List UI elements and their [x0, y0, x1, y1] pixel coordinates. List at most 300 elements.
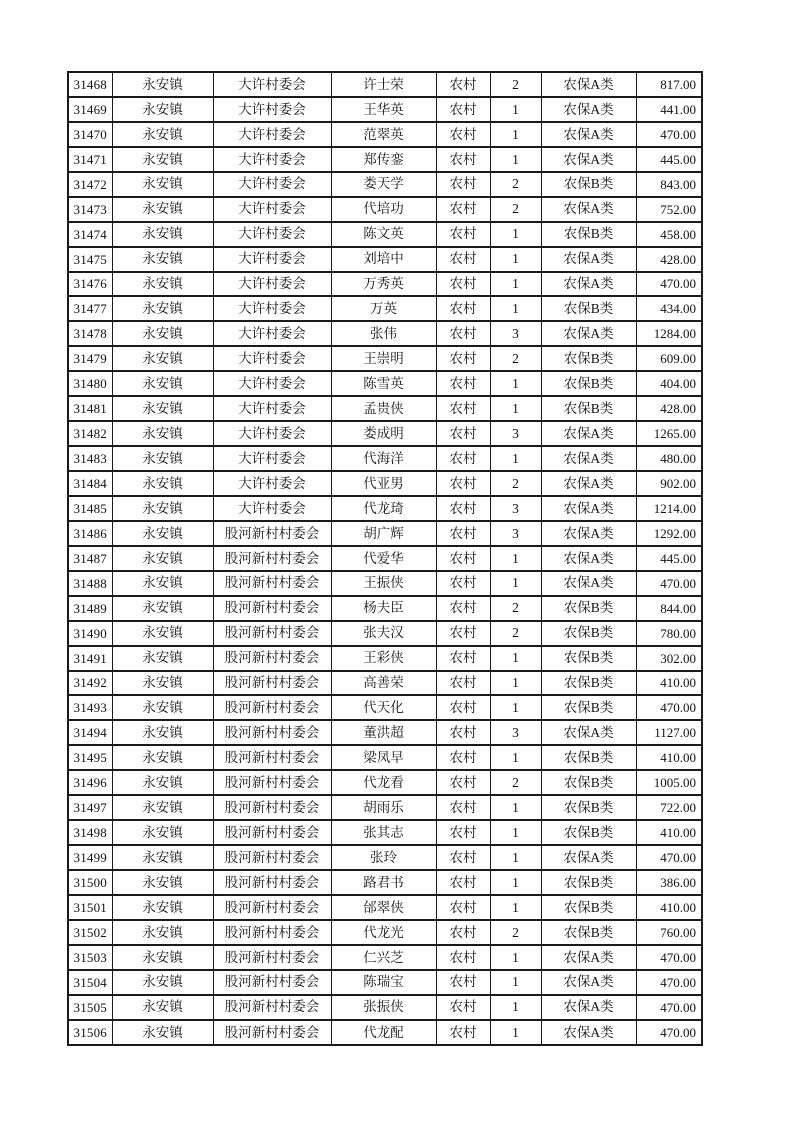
cell-amount: 609.00 — [636, 346, 702, 371]
cell-town: 永安镇 — [112, 646, 213, 671]
cell-amount: 410.00 — [636, 895, 702, 920]
cell-town: 永安镇 — [112, 496, 213, 521]
table-row — [68, 521, 702, 546]
table-row — [68, 770, 702, 795]
cell-name: 范翠英 — [331, 122, 436, 147]
cell-village: 股河新村村委会 — [213, 571, 331, 596]
table-row — [68, 247, 702, 272]
cell-id: 31497 — [68, 795, 112, 820]
cell-category: 农保B类 — [541, 770, 636, 795]
table-row — [68, 97, 702, 122]
cell-amount: 817.00 — [636, 72, 702, 97]
cell-village: 大许村委会 — [213, 197, 331, 222]
cell-name: 邰翠侠 — [331, 895, 436, 920]
cell-id: 31471 — [68, 147, 112, 172]
cell-town: 永安镇 — [112, 695, 213, 720]
cell-count: 1 — [490, 745, 541, 770]
cell-id: 31483 — [68, 446, 112, 471]
cell-residence: 农村 — [436, 97, 490, 122]
cell-town: 永安镇 — [112, 371, 213, 396]
cell-count: 1 — [490, 147, 541, 172]
cell-category: 农保A类 — [541, 720, 636, 745]
cell-residence: 农村 — [436, 621, 490, 646]
cell-name: 万英 — [331, 296, 436, 321]
cell-id: 31481 — [68, 396, 112, 421]
cell-id: 31495 — [68, 745, 112, 770]
cell-category: 农保A类 — [541, 471, 636, 496]
table-row — [68, 845, 702, 870]
cell-id: 31506 — [68, 1020, 112, 1045]
cell-count: 1 — [490, 970, 541, 995]
table-row — [68, 321, 702, 346]
cell-name: 代爱华 — [331, 546, 436, 571]
cell-name: 梁凤早 — [331, 745, 436, 770]
table-row — [68, 695, 702, 720]
cell-town: 永安镇 — [112, 321, 213, 346]
cell-amount: 445.00 — [636, 546, 702, 571]
cell-village: 大许村委会 — [213, 421, 331, 446]
cell-amount: 428.00 — [636, 247, 702, 272]
cell-count: 1 — [490, 571, 541, 596]
cell-id: 31476 — [68, 272, 112, 297]
cell-town: 永安镇 — [112, 521, 213, 546]
cell-name: 代培功 — [331, 197, 436, 222]
cell-village: 股河新村村委会 — [213, 671, 331, 696]
cell-count: 2 — [490, 346, 541, 371]
cell-amount: 470.00 — [636, 1020, 702, 1045]
cell-town: 永安镇 — [112, 920, 213, 945]
cell-id: 31505 — [68, 995, 112, 1020]
cell-residence: 农村 — [436, 895, 490, 920]
cell-count: 2 — [490, 72, 541, 97]
cell-category: 农保A类 — [541, 147, 636, 172]
cell-name: 董洪超 — [331, 720, 436, 745]
cell-amount: 470.00 — [636, 995, 702, 1020]
cell-count: 1 — [490, 646, 541, 671]
cell-village: 大许村委会 — [213, 371, 331, 396]
cell-residence: 农村 — [436, 646, 490, 671]
cell-amount: 470.00 — [636, 272, 702, 297]
cell-village: 大许村委会 — [213, 446, 331, 471]
cell-id: 31499 — [68, 845, 112, 870]
cell-name: 陈瑞宝 — [331, 970, 436, 995]
cell-village: 股河新村村委会 — [213, 1020, 331, 1045]
cell-amount: 410.00 — [636, 745, 702, 770]
cell-count: 1 — [490, 247, 541, 272]
cell-category: 农保A类 — [541, 496, 636, 521]
cell-residence: 农村 — [436, 870, 490, 895]
cell-village: 股河新村村委会 — [213, 945, 331, 970]
cell-village: 股河新村村委会 — [213, 695, 331, 720]
cell-name: 张伟 — [331, 321, 436, 346]
cell-category: 农保A类 — [541, 446, 636, 471]
cell-town: 永安镇 — [112, 247, 213, 272]
cell-village: 大许村委会 — [213, 147, 331, 172]
cell-village: 股河新村村委会 — [213, 596, 331, 621]
cell-amount: 445.00 — [636, 147, 702, 172]
cell-town: 永安镇 — [112, 172, 213, 197]
cell-town: 永安镇 — [112, 970, 213, 995]
cell-residence: 农村 — [436, 172, 490, 197]
cell-category: 农保B类 — [541, 296, 636, 321]
cell-residence: 农村 — [436, 820, 490, 845]
cell-id: 31469 — [68, 97, 112, 122]
cell-count: 2 — [490, 596, 541, 621]
cell-category: 农保B类 — [541, 795, 636, 820]
table-row — [68, 820, 702, 845]
table-row — [68, 1020, 702, 1045]
cell-town: 永安镇 — [112, 671, 213, 696]
cell-count: 1 — [490, 671, 541, 696]
cell-town: 永安镇 — [112, 995, 213, 1020]
cell-amount: 480.00 — [636, 446, 702, 471]
cell-category: 农保B类 — [541, 695, 636, 720]
cell-name: 许士荣 — [331, 72, 436, 97]
cell-id: 31492 — [68, 671, 112, 696]
cell-village: 大许村委会 — [213, 222, 331, 247]
cell-village: 股河新村村委会 — [213, 720, 331, 745]
cell-count: 3 — [490, 720, 541, 745]
cell-category: 农保B类 — [541, 172, 636, 197]
cell-id: 31504 — [68, 970, 112, 995]
cell-residence: 农村 — [436, 396, 490, 421]
cell-town: 永安镇 — [112, 97, 213, 122]
table-row — [68, 970, 702, 995]
cell-residence: 农村 — [436, 845, 490, 870]
cell-amount: 458.00 — [636, 222, 702, 247]
cell-id: 31472 — [68, 172, 112, 197]
cell-category: 农保A类 — [541, 546, 636, 571]
cell-name: 代亚男 — [331, 471, 436, 496]
cell-count: 2 — [490, 770, 541, 795]
cell-name: 孟贵侠 — [331, 396, 436, 421]
cell-amount: 428.00 — [636, 396, 702, 421]
cell-name: 王华英 — [331, 97, 436, 122]
cell-village: 大许村委会 — [213, 396, 331, 421]
cell-name: 代龙光 — [331, 920, 436, 945]
cell-count: 1 — [490, 272, 541, 297]
cell-count: 1 — [490, 371, 541, 396]
cell-village: 大许村委会 — [213, 122, 331, 147]
cell-count: 1 — [490, 820, 541, 845]
cell-count: 1 — [490, 945, 541, 970]
cell-village: 大许村委会 — [213, 172, 331, 197]
table-row — [68, 371, 702, 396]
cell-town: 永安镇 — [112, 122, 213, 147]
cell-count: 1 — [490, 296, 541, 321]
cell-village: 股河新村村委会 — [213, 546, 331, 571]
cell-id: 31477 — [68, 296, 112, 321]
cell-village: 股河新村村委会 — [213, 521, 331, 546]
table-row — [68, 870, 702, 895]
cell-residence: 农村 — [436, 695, 490, 720]
table-row — [68, 720, 702, 745]
cell-name: 王彩侠 — [331, 646, 436, 671]
cell-id: 31498 — [68, 820, 112, 845]
cell-town: 永安镇 — [112, 845, 213, 870]
cell-name: 高善荣 — [331, 671, 436, 696]
cell-category: 农保B类 — [541, 920, 636, 945]
table-row — [68, 197, 702, 222]
cell-name: 王崇明 — [331, 346, 436, 371]
cell-town: 永安镇 — [112, 272, 213, 297]
cell-residence: 农村 — [436, 1020, 490, 1045]
cell-count: 1 — [490, 122, 541, 147]
cell-id: 31479 — [68, 346, 112, 371]
cell-village: 大许村委会 — [213, 321, 331, 346]
cell-category: 农保A类 — [541, 197, 636, 222]
cell-amount: 844.00 — [636, 596, 702, 621]
cell-category: 农保A类 — [541, 995, 636, 1020]
cell-id: 31474 — [68, 222, 112, 247]
cell-category: 农保B类 — [541, 646, 636, 671]
cell-town: 永安镇 — [112, 471, 213, 496]
cell-category: 农保A类 — [541, 571, 636, 596]
cell-name: 刘培中 — [331, 247, 436, 272]
cell-amount: 843.00 — [636, 172, 702, 197]
cell-village: 大许村委会 — [213, 471, 331, 496]
cell-amount: 780.00 — [636, 621, 702, 646]
cell-id: 31475 — [68, 247, 112, 272]
cell-village: 股河新村村委会 — [213, 646, 331, 671]
cell-village: 股河新村村委会 — [213, 970, 331, 995]
cell-category: 农保A类 — [541, 247, 636, 272]
cell-id: 31468 — [68, 72, 112, 97]
cell-category: 农保A类 — [541, 421, 636, 446]
cell-category: 农保B类 — [541, 745, 636, 770]
cell-village: 大许村委会 — [213, 97, 331, 122]
cell-count: 1 — [490, 97, 541, 122]
cell-amount: 470.00 — [636, 695, 702, 720]
cell-town: 永安镇 — [112, 571, 213, 596]
cell-id: 31482 — [68, 421, 112, 446]
cell-category: 农保B类 — [541, 396, 636, 421]
cell-name: 万秀英 — [331, 272, 436, 297]
table-row — [68, 795, 702, 820]
cell-name: 娄成明 — [331, 421, 436, 446]
cell-residence: 农村 — [436, 197, 490, 222]
cell-residence: 农村 — [436, 571, 490, 596]
table-row — [68, 546, 702, 571]
cell-village: 大许村委会 — [213, 296, 331, 321]
cell-id: 31494 — [68, 720, 112, 745]
cell-category: 农保A类 — [541, 970, 636, 995]
cell-id: 31496 — [68, 770, 112, 795]
cell-name: 代龙配 — [331, 1020, 436, 1045]
cell-category: 农保A类 — [541, 97, 636, 122]
cell-category: 农保B类 — [541, 222, 636, 247]
cell-amount: 470.00 — [636, 845, 702, 870]
cell-amount: 404.00 — [636, 371, 702, 396]
cell-id: 31503 — [68, 945, 112, 970]
cell-village: 股河新村村委会 — [213, 895, 331, 920]
cell-residence: 农村 — [436, 371, 490, 396]
cell-id: 31502 — [68, 920, 112, 945]
cell-count: 2 — [490, 621, 541, 646]
table-row — [68, 621, 702, 646]
cell-category: 农保A类 — [541, 845, 636, 870]
cell-name: 代海洋 — [331, 446, 436, 471]
cell-amount: 410.00 — [636, 671, 702, 696]
cell-count: 1 — [490, 870, 541, 895]
cell-count: 1 — [490, 995, 541, 1020]
cell-residence: 农村 — [436, 222, 490, 247]
cell-amount: 410.00 — [636, 820, 702, 845]
cell-village: 大许村委会 — [213, 72, 331, 97]
cell-amount: 434.00 — [636, 296, 702, 321]
cell-count: 3 — [490, 496, 541, 521]
cell-category: 农保B类 — [541, 371, 636, 396]
cell-village: 股河新村村委会 — [213, 870, 331, 895]
cell-name: 杨夫臣 — [331, 596, 436, 621]
cell-village: 大许村委会 — [213, 272, 331, 297]
cell-residence: 农村 — [436, 745, 490, 770]
cell-name: 张其志 — [331, 820, 436, 845]
cell-name: 陈雪英 — [331, 371, 436, 396]
cell-town: 永安镇 — [112, 820, 213, 845]
cell-village: 股河新村村委会 — [213, 920, 331, 945]
cell-residence: 农村 — [436, 147, 490, 172]
table-row — [68, 272, 702, 297]
cell-residence: 农村 — [436, 546, 490, 571]
cell-town: 永安镇 — [112, 147, 213, 172]
cell-residence: 农村 — [436, 122, 490, 147]
cell-amount: 441.00 — [636, 97, 702, 122]
table-row — [68, 745, 702, 770]
cell-amount: 1265.00 — [636, 421, 702, 446]
cell-id: 31485 — [68, 496, 112, 521]
cell-count: 2 — [490, 471, 541, 496]
cell-category: 农保B类 — [541, 596, 636, 621]
cell-name: 代龙看 — [331, 770, 436, 795]
table-row — [68, 945, 702, 970]
cell-count: 1 — [490, 795, 541, 820]
cell-town: 永安镇 — [112, 421, 213, 446]
cell-name: 娄天学 — [331, 172, 436, 197]
table-row — [68, 671, 702, 696]
cell-name: 郑传銮 — [331, 147, 436, 172]
cell-amount: 470.00 — [636, 945, 702, 970]
cell-town: 永安镇 — [112, 745, 213, 770]
cell-town: 永安镇 — [112, 770, 213, 795]
table-row — [68, 172, 702, 197]
cell-residence: 农村 — [436, 272, 490, 297]
cell-village: 大许村委会 — [213, 346, 331, 371]
cell-count: 1 — [490, 222, 541, 247]
cell-id: 31491 — [68, 646, 112, 671]
cell-id: 31473 — [68, 197, 112, 222]
cell-count: 2 — [490, 172, 541, 197]
cell-town: 永安镇 — [112, 546, 213, 571]
cell-residence: 农村 — [436, 795, 490, 820]
cell-category: 农保A类 — [541, 122, 636, 147]
cell-village: 股河新村村委会 — [213, 795, 331, 820]
cell-town: 永安镇 — [112, 197, 213, 222]
cell-id: 31500 — [68, 870, 112, 895]
cell-count: 3 — [490, 321, 541, 346]
cell-name: 张夫汉 — [331, 621, 436, 646]
cell-town: 永安镇 — [112, 720, 213, 745]
cell-category: 农保B类 — [541, 895, 636, 920]
cell-category: 农保A类 — [541, 321, 636, 346]
cell-residence: 农村 — [436, 970, 490, 995]
cell-amount: 1127.00 — [636, 720, 702, 745]
cell-id: 31490 — [68, 621, 112, 646]
cell-town: 永安镇 — [112, 596, 213, 621]
cell-name: 路君书 — [331, 870, 436, 895]
table-row — [68, 222, 702, 247]
cell-count: 1 — [490, 845, 541, 870]
cell-id: 31484 — [68, 471, 112, 496]
cell-count: 2 — [490, 920, 541, 945]
cell-amount: 1292.00 — [636, 521, 702, 546]
cell-count: 1 — [490, 546, 541, 571]
cell-town: 永安镇 — [112, 795, 213, 820]
cell-town: 永安镇 — [112, 346, 213, 371]
table-row — [68, 147, 702, 172]
cell-amount: 386.00 — [636, 870, 702, 895]
cell-amount: 470.00 — [636, 122, 702, 147]
cell-village: 大许村委会 — [213, 496, 331, 521]
cell-name: 胡广辉 — [331, 521, 436, 546]
cell-amount: 902.00 — [636, 471, 702, 496]
cell-amount: 722.00 — [636, 795, 702, 820]
cell-category: 农保A类 — [541, 272, 636, 297]
cell-town: 永安镇 — [112, 72, 213, 97]
table-row — [68, 72, 702, 97]
cell-count: 1 — [490, 446, 541, 471]
cell-category: 农保B类 — [541, 820, 636, 845]
table-row — [68, 396, 702, 421]
table-row — [68, 571, 702, 596]
table-row — [68, 471, 702, 496]
cell-town: 永安镇 — [112, 621, 213, 646]
cell-amount: 1005.00 — [636, 770, 702, 795]
cell-amount: 760.00 — [636, 920, 702, 945]
cell-category: 农保A类 — [541, 1020, 636, 1045]
table-row — [68, 596, 702, 621]
cell-name: 王振侠 — [331, 571, 436, 596]
cell-amount: 470.00 — [636, 970, 702, 995]
records-tbody — [68, 72, 702, 1045]
table-row — [68, 346, 702, 371]
cell-village: 股河新村村委会 — [213, 820, 331, 845]
cell-village: 股河新村村委会 — [213, 995, 331, 1020]
cell-id: 31489 — [68, 596, 112, 621]
cell-residence: 农村 — [436, 446, 490, 471]
cell-count: 1 — [490, 895, 541, 920]
cell-village: 股河新村村委会 — [213, 745, 331, 770]
cell-residence: 农村 — [436, 296, 490, 321]
cell-village: 股河新村村委会 — [213, 621, 331, 646]
cell-category: 农保A类 — [541, 72, 636, 97]
cell-town: 永安镇 — [112, 396, 213, 421]
table-row — [68, 446, 702, 471]
cell-residence: 农村 — [436, 421, 490, 446]
cell-name: 仁兴芝 — [331, 945, 436, 970]
cell-count: 3 — [490, 421, 541, 446]
cell-village: 股河新村村委会 — [213, 770, 331, 795]
cell-id: 31486 — [68, 521, 112, 546]
cell-residence: 农村 — [436, 247, 490, 272]
cell-amount: 470.00 — [636, 571, 702, 596]
cell-amount: 302.00 — [636, 646, 702, 671]
cell-name: 张振侠 — [331, 995, 436, 1020]
cell-residence: 农村 — [436, 945, 490, 970]
cell-amount: 1284.00 — [636, 321, 702, 346]
cell-amount: 1214.00 — [636, 496, 702, 521]
cell-id: 31493 — [68, 695, 112, 720]
